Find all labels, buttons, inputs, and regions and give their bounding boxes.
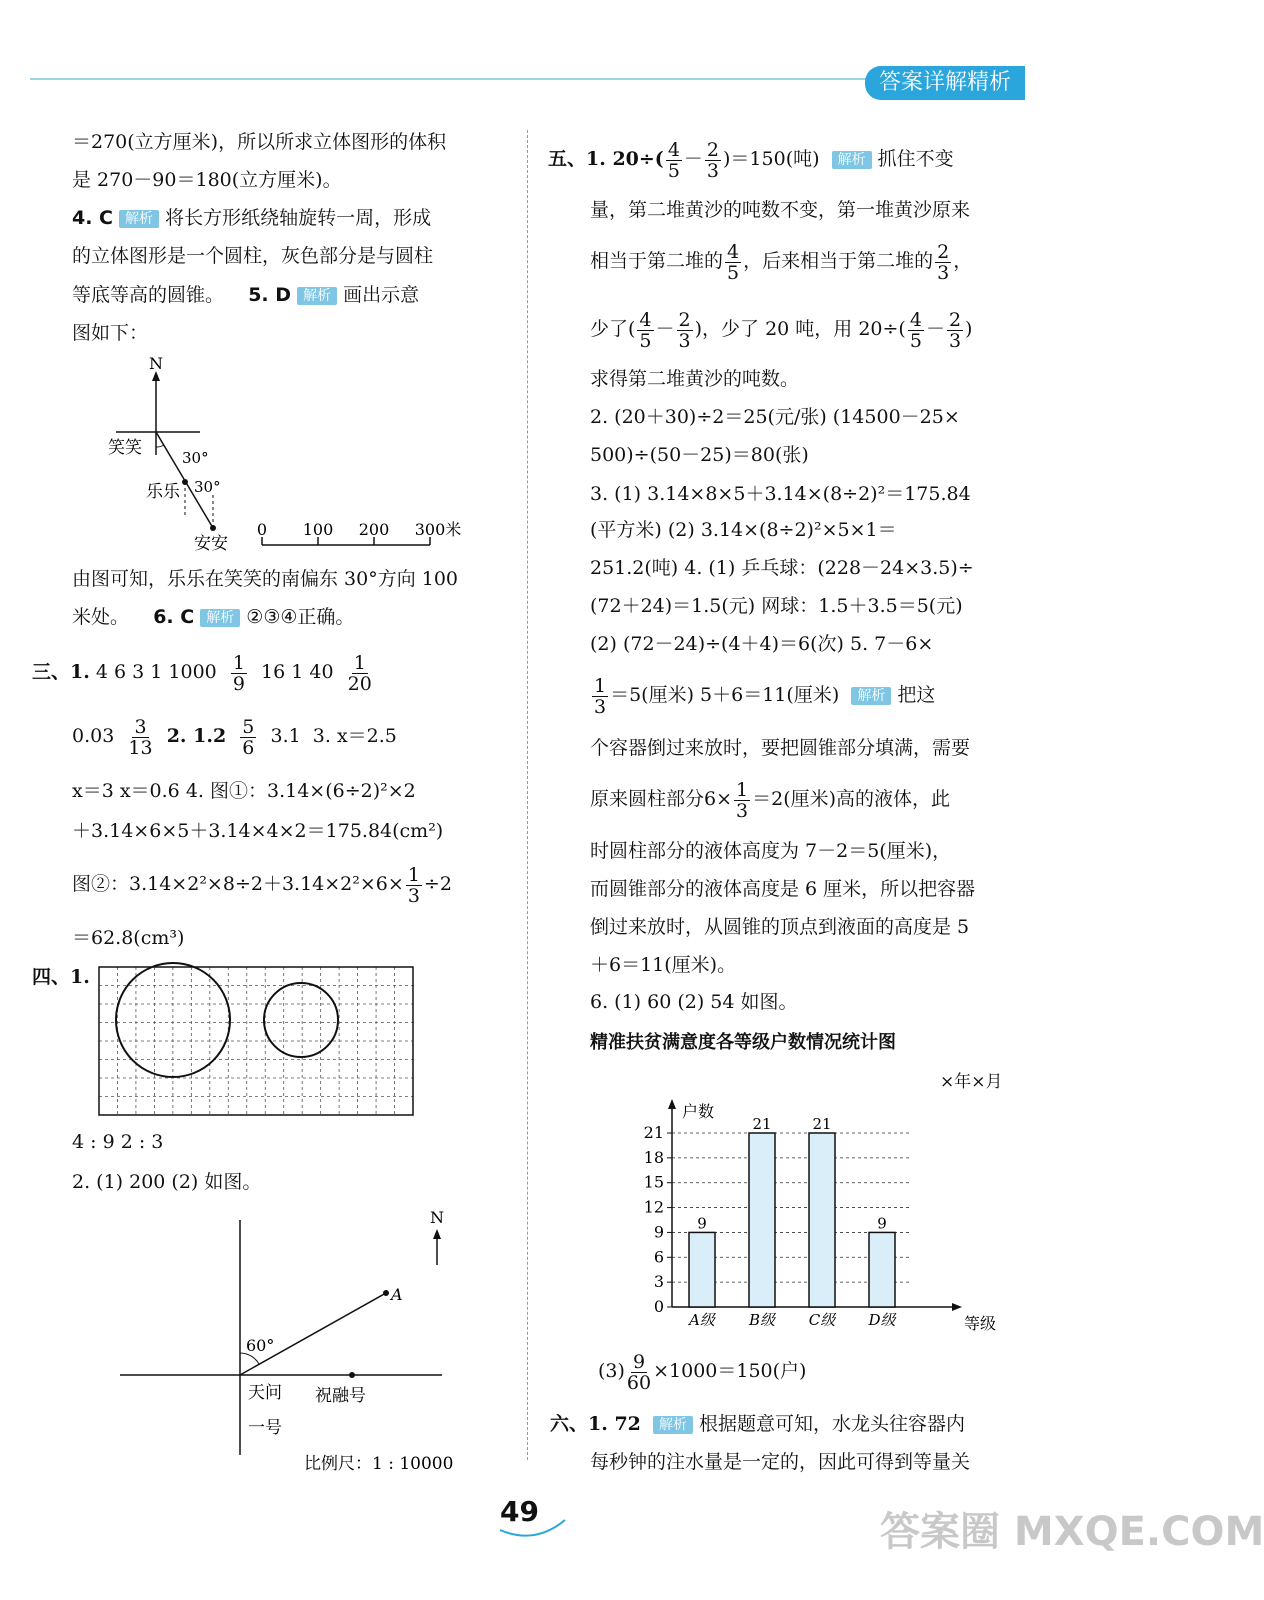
scale-0: 0: [256, 520, 268, 539]
point-xiaoxiao: 笑笑: [108, 438, 142, 458]
answer-6: 6. C: [153, 606, 195, 628]
right-line-6: 2. (20＋30)÷2＝25(元/张) (14500－25×: [590, 406, 960, 428]
s3-line-3: x＝3 x＝0.6 4. 图①：3.14×(6÷2)²×2: [72, 780, 416, 802]
tianwen-2: 一号: [248, 1418, 282, 1438]
left-line-8: 米处。 6. C 解析 ②③④正确。: [72, 606, 355, 628]
right-line-3: 相当于第二堆的 $\frac{4}{5}$ ，后来相当于第二堆的 $\frac{2}{3}$ ，: [590, 240, 973, 284]
bar-A级: [689, 1232, 715, 1307]
right-line-1: 五、1. 20÷( $\frac{4}{5}$ － $\frac{2}{3}$ )＝150(吨) 解析 抓住不变: [548, 138, 954, 182]
analysis-tag: 解析: [119, 210, 159, 228]
left-line-1: ＝270(立方厘米)，所以所求立体图形的体积: [72, 131, 447, 153]
analysis-tag: 解析: [297, 287, 337, 305]
left-line-2: 是 270－90＝180(立方厘米)。: [72, 169, 342, 191]
y-axis-arrow: [668, 1099, 676, 1109]
ytick-label-15: 15: [643, 1172, 664, 1192]
right-line-11: (72＋24)＝1.5(元) 网球：1.5＋3.5＝5(元): [590, 595, 963, 617]
ytick-label-6: 6: [653, 1247, 664, 1267]
analysis-tag: 解析: [653, 1416, 693, 1434]
right-line-13: $\frac{1}{3}$ ＝5(厘米) 5＋6＝11(厘米) 解析 把这: [594, 674, 936, 718]
left-line-6: 图如下：: [72, 322, 149, 344]
right-line-18: 倒过来放时，从圆锥的顶点到液面的高度是 5: [590, 916, 970, 938]
s3-line-1: 三、1. 4 6 3 1 1000 $\frac{1}{9}$ 16 1 40 $\frac{1}{20}$: [32, 651, 372, 695]
right-line-19: ＋6＝11(厘米)。: [590, 954, 737, 976]
s3-line-5: 图②：3.14×2²×8÷2＋3.14×2²×6× $\frac{1}{3}$ ÷2: [72, 863, 452, 907]
answer-4: 4. C: [72, 207, 113, 229]
right-line-4: 少了( $\frac{4}{5}$ － $\frac{2}{3}$ )，少了 20 吨，用 20÷( $\frac{4}{5}$ － $\frac{2}{3}$ ): [590, 308, 973, 352]
bar-B级: [749, 1133, 775, 1307]
analysis-tag: 解析: [851, 687, 891, 705]
ytick-label-21: 21: [643, 1123, 664, 1142]
bar-chart: [630, 1095, 997, 1335]
s4-ratio: 4 : 9 2 : 3: [72, 1131, 164, 1153]
right-line-9: (平方米) (2) 3.14×(8÷2)²×5×1＝: [590, 519, 897, 541]
category-label-A级: A级: [689, 1311, 715, 1329]
right-line-20: 6. (1) 60 (2) 54 如图。: [590, 991, 798, 1013]
right-line-5: 求得第二堆黄沙的吨数。: [590, 368, 800, 390]
map-north: N: [430, 1208, 444, 1227]
s4-line-2: 2. (1) 200 (2) 如图。: [72, 1171, 262, 1193]
category-label-B级: B级: [748, 1311, 776, 1329]
tianwen-1: 天问: [248, 1383, 282, 1403]
fraction: $\frac{3}{13}$: [128, 715, 153, 759]
answer-4-text: 将长方形纸绕轴旋转一周，形成: [165, 207, 432, 229]
bar-value-B级: 21: [752, 1115, 772, 1133]
bar-value-C级: 21: [812, 1115, 832, 1133]
fraction: $\frac{1}{3}$: [407, 863, 420, 907]
point-lele: 乐乐: [146, 482, 180, 502]
compass-diagram: [100, 355, 480, 555]
bar-value-A级: 9: [697, 1214, 707, 1233]
map-scale: 比例尺：1 : 10000: [304, 1454, 454, 1474]
header-title: 答案详解精析: [865, 66, 1025, 100]
ytick-label-0: 0: [653, 1297, 664, 1316]
left-line-3: [72, 206, 431, 230]
ytick-label-12: 12: [643, 1197, 664, 1217]
page-number-swoosh: [495, 1515, 575, 1540]
right-line-23: 每秒钟的注水量是一定的，因此可得到等量关: [590, 1451, 971, 1473]
right-line-12: (2) (72－24)÷(4＋4)＝6(次) 5. 7－6×: [590, 633, 934, 655]
ytick-label-18: 18: [643, 1147, 664, 1167]
ytick-label-3: 3: [653, 1272, 664, 1292]
right-line-2: 量，第二堆黄沙的吨数不变，第一堆黄沙原来: [590, 199, 971, 221]
x-axis-label: 等级: [964, 1314, 997, 1333]
bar-value-D级: 9: [877, 1214, 887, 1233]
analysis-tag: 解析: [200, 609, 240, 627]
bar-C级: [809, 1133, 835, 1307]
right-line-15: 原来圆柱部分6× $\frac{1}{3}$ ＝2(厘米)高的液体，此: [590, 778, 951, 822]
point-a: A: [391, 1285, 403, 1304]
left-line-4: 的立体图形是一个圆柱，灰色部分是与圆柱: [72, 245, 434, 267]
scale-200: 200: [358, 520, 390, 539]
zhurong: 祝融号: [315, 1386, 366, 1406]
bar-D级: [869, 1232, 895, 1307]
header-rule: [30, 78, 870, 80]
ytick-label-9: 9: [653, 1222, 664, 1242]
category-label-C级: C级: [808, 1311, 836, 1329]
right-line-22: 六、1. 72 解析 根据题意可知，水龙头往容器内: [550, 1413, 966, 1435]
left-line-5: 等底等高的圆锥。 5. D 解析 画出示意: [72, 284, 420, 306]
map-angle: 60°: [246, 1336, 275, 1355]
column-divider: [527, 130, 528, 1460]
north-label: N: [149, 354, 163, 373]
left-line-7: 由图可知，乐乐在笑笑的南偏东 30°方向 100: [72, 568, 459, 590]
category-label-D级: D级: [868, 1311, 896, 1329]
angle-2: 30°: [194, 478, 221, 496]
map-diagram: [110, 1205, 470, 1485]
right-line-16: 时圆柱部分的液体高度为 7－2＝5(厘米)，: [590, 840, 952, 862]
s3-line-2: 0.03 $\frac{3}{13}$ 2. 1.2 $\frac{5}{6}$ 3.1 3. x＝2.5: [72, 715, 397, 759]
grid-circles: [98, 966, 416, 1118]
right-line-14: 个容器倒过来放时，要把圆锥部分填满，需要: [590, 737, 971, 759]
s3-line-4: ＋3.14×6×5＋3.14×4×2＝175.84(cm²): [72, 820, 444, 842]
scale-300: 300米: [414, 520, 462, 539]
fraction: $\frac{5}{6}$: [242, 715, 255, 759]
scale-100: 100: [302, 520, 334, 539]
fraction: $\frac{1}{20}$: [347, 651, 372, 695]
right-line-17: 而圆锥部分的液体高度是 6 厘米，所以把容器: [590, 878, 976, 900]
watermark: 答案圈 MXQE.COM: [880, 1509, 1264, 1555]
chart-subtitle: ×年×月: [940, 1072, 1003, 1092]
chart-title: 精准扶贫满意度各等级户数情况统计图: [590, 1032, 896, 1053]
page-number: 49: [500, 1495, 539, 1528]
angle-1: 30°: [182, 449, 209, 467]
s4-label: 四、1.: [32, 966, 90, 988]
right-line-8: 3. (1) 3.14×8×5＋3.14×(8÷2)²＝175.84: [590, 483, 971, 505]
analysis-tag: 解析: [832, 151, 872, 169]
x-axis-arrow: [952, 1303, 962, 1311]
y-axis-label: 户数: [682, 1102, 715, 1121]
right-line-10: 251.2(吨) 4. (1) 乒乓球：(228－24×3.5)÷: [590, 557, 974, 579]
right-line-21: (3) $\frac{9}{60}$ ×1000＝150(户): [598, 1350, 807, 1394]
right-line-7: 500)÷(50－25)＝80(张): [590, 444, 809, 466]
point-anan: 安安: [194, 534, 228, 554]
answer-5: 5. D: [248, 284, 292, 306]
s3-line-6: ＝62.8(cm³): [72, 927, 185, 949]
fraction: $\frac{1}{9}$: [232, 651, 245, 695]
